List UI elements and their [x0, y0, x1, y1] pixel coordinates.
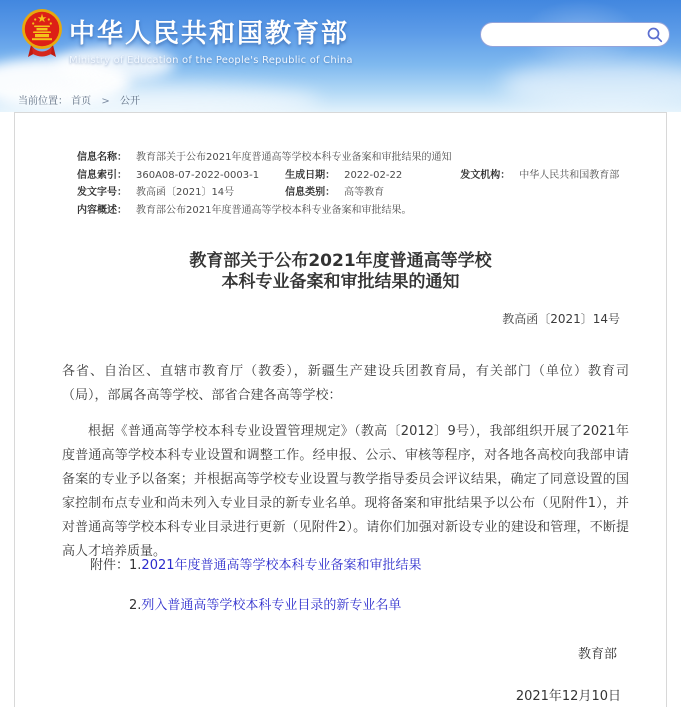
- attachments-section: [90, 557, 422, 615]
- attachment-row: [90, 597, 422, 615]
- meta-category-value: 高等教育: [344, 187, 385, 198]
- document-number: 教高函〔2021〕14号: [502, 312, 620, 326]
- meta-name-value: 教育部关于公布2021年度普通高等学校本科专业备案和审批结果的通知: [136, 152, 452, 163]
- meta-index-label: 信息索引：: [77, 169, 127, 181]
- signature-date: 2021年12月10日: [515, 689, 621, 704]
- body-paragraph: 根据《普通高等学校本科专业设置管理规定》（教高〔2012〕9号），我部组织开展了2021年度普通高等学校本科专业设置和调整工作。经申报、公示、审核等程序，对各地各高校向我部申请备案的专业予以备案；并根据高等学校专业设置与教学指导委员会评议结果，确定了同意设置的国家控制布点专业和尚未列入专业目录的新专业名单。现将备案和审批结果予以公布（见附件1），并对普通高等学校本科专业目录进行更新（见附件2）。请你们加强对新设专业的建设和管理，不断提高人才培养质量。: [62, 424, 629, 559]
- meta-docno-value: 教高函〔2021〕14号: [136, 187, 235, 198]
- breadcrumb-current-link[interactable]: 公开: [119, 96, 140, 107]
- table-row: [77, 202, 619, 220]
- meta-summary-label: 内容概述：: [77, 204, 127, 216]
- breadcrumb: [18, 92, 140, 107]
- document-title: [15, 251, 666, 293]
- attachment-row: [90, 557, 422, 575]
- site-identity: [69, 13, 353, 66]
- attachment-link-1[interactable]: 2021年度普通高等学校本科专业备案和审批结果: [141, 558, 422, 573]
- document-title-line1: 教育部关于公布2021年度普通高等学校: [189, 251, 492, 271]
- meta-date-value: 2022-02-22: [344, 169, 403, 181]
- meta-index-value: 360A08-07-2022-0003-1: [136, 169, 260, 181]
- table-row: [77, 167, 619, 185]
- attachment-link-2[interactable]: 列入普通高等学校本科专业目录的新专业名单: [141, 598, 402, 613]
- search-box: [480, 22, 670, 47]
- site-subtitle: Ministry of Education of the People's Republic of China: [69, 55, 353, 66]
- meta-agency-value: 中华人民共和国教育部: [519, 169, 620, 181]
- table-row: [77, 184, 619, 202]
- meta-summary-value: 教育部公布2021年度普通高等学校本科专业备案和审批结果。: [136, 204, 412, 216]
- search-icon: [646, 26, 664, 44]
- meta-category-label: 信息类别：: [285, 187, 336, 198]
- salutation-paragraph: 各省、自治区、直辖市教育厅（教委），新疆生产建设兵团教育局，有关部门（单位）教育司（局），部属各高等学校、部省合建各高等学校：: [62, 364, 629, 403]
- meta-date-label: 生成日期：: [285, 169, 336, 181]
- table-row: [77, 149, 619, 167]
- meta-name-label: 信息名称：: [77, 152, 127, 163]
- meta-docno-label: 发文字号：: [77, 187, 127, 198]
- search-input[interactable]: [492, 25, 642, 44]
- attachments-label: 附件：: [90, 558, 130, 573]
- cloud-decoration: [501, 60, 681, 110]
- attachment-prefix: 1.: [129, 558, 142, 573]
- document-title-line2: 本科专业备案和审批结果的通知: [221, 272, 460, 292]
- document-meta-table: [77, 149, 619, 219]
- search-button[interactable]: [646, 26, 664, 44]
- breadcrumb-home-link[interactable]: 首页: [71, 96, 92, 107]
- breadcrumb-separator: >: [101, 96, 110, 107]
- national-emblem-icon: [20, 7, 64, 59]
- breadcrumb-label: 当前位置：: [18, 96, 68, 107]
- site-title: 中华人民共和国教育部: [69, 19, 350, 49]
- signature: 教育部: [577, 647, 617, 662]
- document-card: [14, 112, 667, 707]
- attachment-prefix: 2.: [129, 598, 142, 613]
- meta-agency-label: 发文机构：: [460, 169, 511, 181]
